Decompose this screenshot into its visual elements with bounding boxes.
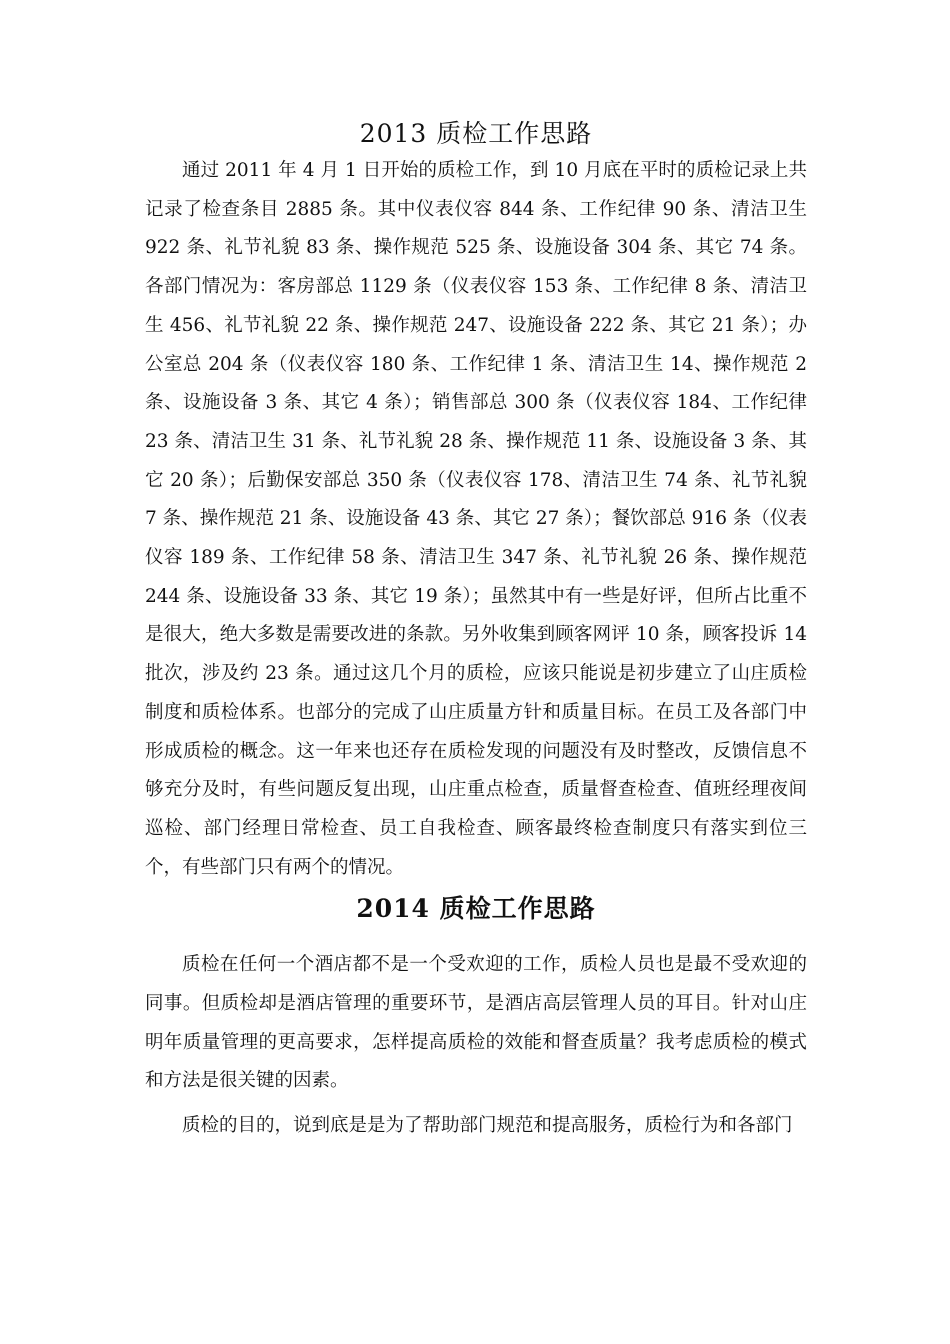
heading-2014: 2014 质检工作思路: [356, 894, 596, 924]
paragraph-2014-intro: 质检在任何一个酒店都不是一个受欢迎的工作，质检人员也是最不受欢迎的同事。但质检却是酒店管理的重要环节，是酒店高层管理人员的耳目。针对山庄明年质量管理的更高要求，怎样提高质检的效能和督查质量？我考虑质检的模式和方法是很关键的因素。: [145, 954, 807, 1092]
heading-2013: 2013 质检工作思路: [359, 119, 593, 148]
spacer: [145, 927, 807, 945]
document-body: [145, 116, 807, 1146]
paragraph-2014-purpose: 质检的目的，说到底是是为了帮助部门规范和提高服务，质检行为和各部门: [182, 1115, 793, 1137]
paragraph-2013-summary: 通过 2011 年 4 月 1 日开始的质检工作，到 10 月底在平时的质检记录上共记录了检查条目 2885 条。其中仪表仪容 844 条、工作纪律 90 条、清洁卫生 922 条、礼节礼貌 83 条、操作规范 525 条、设施设备 304 条、其它 74 条。各部门情况为：客房部总 1129 条（仪表仪容 153 条、工作纪律 8 条、清洁卫生 456、礼节礼貌 22 条、操作规范 247、设施设备 222 条、其它 21 条）；办公室总 204 条（仪表仪容 180 条、工作纪律 1 条、清洁卫生 14、操作规范 2 条、设施设备 3 条、其它 4 条）；销售部总 300 条（仪表仪容 184、工作纪律 23 条、清洁卫生 31 条、礼节礼貌 28 条、操作规范 11 条、设施设备 3 条、其它 20 条）；后勤保安部总 350 条（仪表仪容 178、清洁卫生 74 条、礼节礼貌 7 条、操作规范 21 条、设施设备 43 条、其它 27 条）；餐饮部总 916 条（仪表仪容 189 条、工作纪律 58 条、清洁卫生 347 条、礼节礼貌 26 条、操作规范 244 条、设施设备 33 条、其它 19 条）；虽然其中有一些是好评，但所占比重不是很大，绝大多数是需要改进的条款。另外收集到顾客网评 10 条，顾客投诉 14 批次，涉及约 23 条。通过这几个月的质检，应该只能说是初步建立了山庄质检制度和质检体系。也部分的完成了山庄质量方针和质量目标。在员工及各部门中形成质检的概念。这一年来也还存在质检发现的问题没有及时整改，反馈信息不够充分及时，有些问题反复出现，山庄重点检查，质量督查检查、值班经理夜间巡检、部门经理日常检查、员工自我检查、顾客最终检查制度只有落实到位三个，有些部门只有两个的情况。: [145, 160, 807, 878]
